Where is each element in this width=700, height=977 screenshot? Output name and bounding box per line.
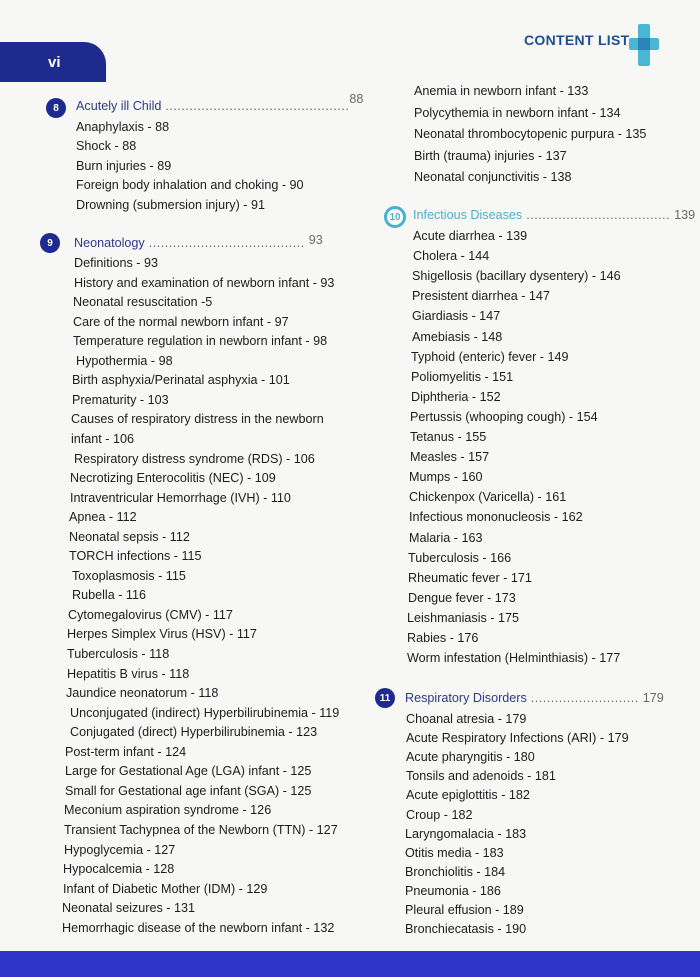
toc-entry[interactable]: Transient Tachypnea of the Newborn (TTN) - 127 — [64, 823, 338, 837]
toc-entry[interactable]: Cholera - 144 — [413, 249, 490, 263]
toc-entry[interactable]: Birth (trauma) injuries - 137 — [414, 149, 567, 163]
toc-entry[interactable]: Acute Respiratory Infections (ARI) - 179 — [406, 731, 629, 745]
toc-entry[interactable]: Bronchiolitis - 184 — [405, 865, 506, 879]
toc-entry[interactable]: Acute diarrhea - 139 — [413, 229, 528, 243]
toc-entry[interactable]: Rabies - 176 — [407, 631, 479, 645]
toc-entry[interactable]: Neonatal thrombocytopenic purpura - 135 — [414, 127, 647, 141]
toc-entry[interactable]: Neonatal seizures - 131 — [62, 901, 196, 915]
toc-entry[interactable]: Dengue fever - 173 — [408, 591, 516, 605]
section-page: 139 — [674, 208, 696, 222]
toc-entry[interactable]: History and examination of newborn infant - 93 — [74, 276, 335, 290]
toc-entry[interactable]: Tonsils and adenoids - 181 — [406, 769, 556, 783]
toc-entry[interactable]: Bronchiecatasis - 190 — [405, 922, 527, 936]
section-title: Respiratory Disorders — [405, 691, 527, 705]
toc-entry[interactable]: Pleural effusion - 189 — [405, 903, 524, 917]
toc-entry[interactable]: Neonatal conjunctivitis - 138 — [414, 170, 572, 184]
toc-entry[interactable]: Cytomegalovirus (CMV) - 117 — [68, 608, 233, 622]
toc-entry[interactable]: Hypocalcemia - 128 — [63, 862, 175, 876]
toc-entry[interactable]: Mumps - 160 — [409, 470, 483, 484]
toc-entry[interactable]: Apnea - 112 — [69, 510, 137, 524]
toc-entry[interactable]: Tuberculosis - 118 — [67, 647, 170, 661]
toc-entry[interactable]: Post-term infant - 124 — [65, 745, 187, 759]
toc-entry[interactable]: Hypothermia - 98 — [76, 354, 173, 368]
toc-entry[interactable]: Malaria - 163 — [409, 531, 483, 545]
section-page: 88 — [349, 92, 364, 106]
toc-entry[interactable]: Foreign body inhalation and choking - 90 — [76, 178, 304, 192]
toc-entry[interactable]: TORCH infections - 115 — [69, 549, 202, 563]
toc-entry[interactable]: Meconium aspiration syndrome - 126 — [64, 803, 272, 817]
toc-entry[interactable]: Giardiasis - 147 — [412, 309, 501, 323]
toc-entry[interactable]: Leishmaniasis - 175 — [407, 611, 520, 625]
toc-entry[interactable]: Infectious mononucleosis - 162 — [409, 510, 583, 524]
toc-entry[interactable]: Large for Gestational Age (LGA) infant - 125 — [65, 764, 312, 778]
toc-entry[interactable]: Necrotizing Enterocolitis (NEC) - 109 — [70, 471, 276, 485]
toc-entry[interactable]: Otitis media - 183 — [405, 846, 504, 860]
page-number: vi — [48, 53, 61, 71]
toc-entry[interactable]: Shigellosis (bacillary dysentery) - 146 — [412, 269, 621, 283]
toc-entry[interactable]: Tetanus - 155 — [410, 430, 487, 444]
toc-entry[interactable]: Acute epiglottitis - 182 — [406, 788, 530, 802]
page-number-tab — [0, 42, 106, 82]
section-heading-infectious-diseases[interactable]: Infectious Diseases .................................... 139 — [413, 208, 696, 222]
toc-entry[interactable]: Choanal atresia - 179 — [406, 712, 527, 726]
toc-entry[interactable]: Measles - 157 — [410, 450, 490, 464]
toc-entry[interactable]: Herpes Simplex Virus (HSV) - 117 — [67, 627, 257, 641]
toc-entry[interactable]: Shock - 88 — [76, 139, 137, 153]
toc-entry[interactable]: Respiratory distress syndrome (RDS) - 106 — [74, 452, 315, 466]
section-heading-respiratory-disorders[interactable]: Respiratory Disorders ........................... 179 — [405, 691, 664, 705]
toc-entry[interactable]: Hypoglycemia - 127 — [64, 843, 176, 857]
section-title: Neonatology — [74, 236, 145, 250]
toc-entry[interactable]: Laryngomalacia - 183 — [405, 827, 527, 841]
toc-entry[interactable]: Typhoid (enteric) fever - 149 — [411, 350, 569, 364]
toc-entry[interactable]: Croup - 182 — [406, 808, 473, 822]
toc-entry[interactable]: Infant of Diabetic Mother (IDM) - 129 — [63, 882, 268, 896]
toc-entry[interactable]: Prematurity - 103 — [72, 393, 169, 407]
section-number-badge: 11 — [375, 688, 395, 708]
toc-entry[interactable]: Care of the normal newborn infant - 97 — [73, 315, 289, 329]
section-heading-acutely-ill-child[interactable]: Acutely ill Child ..............................................88 — [76, 92, 364, 113]
toc-entry[interactable]: Hepatitis B virus - 118 — [67, 667, 190, 681]
toc-entry[interactable]: Unconjugated (indirect) Hyperbilirubinemia - 119 — [70, 706, 340, 720]
toc-entry[interactable]: Anaphylaxis - 88 — [76, 120, 170, 134]
medical-cross-icon — [629, 24, 659, 66]
toc-entry[interactable]: Anemia in newborn infant - 133 — [414, 84, 589, 98]
section-number-badge: 9 — [40, 233, 60, 253]
toc-entry[interactable]: Definitions - 93 — [74, 256, 158, 270]
toc-entry[interactable]: Rheumatic fever - 171 — [408, 571, 532, 585]
section-title: Acutely ill Child — [76, 99, 162, 113]
toc-entry[interactable]: Rubella - 116 — [72, 588, 146, 602]
content-list-title: CONTENT LIST — [524, 32, 630, 48]
toc-entry[interactable]: infant - 106 — [71, 432, 135, 446]
toc-entry[interactable]: Neonatal sepsis - 112 — [69, 530, 190, 544]
toc-entry[interactable]: Drowning (submersion injury) - 91 — [76, 198, 265, 212]
section-title: Infectious Diseases — [413, 208, 523, 222]
toc-entry[interactable]: Presistent diarrhea - 147 — [412, 289, 550, 303]
section-heading-neonatology[interactable]: Neonatology ....................................... 93 — [74, 233, 323, 250]
toc-entry[interactable]: Chickenpox (Varicella) - 161 — [409, 490, 567, 504]
toc-entry[interactable]: Birth asphyxia/Perinatal asphyxia - 101 — [72, 373, 290, 387]
toc-entry[interactable]: Neonatal resuscitation -5 — [73, 295, 213, 309]
section-page: 93 — [308, 233, 323, 247]
toc-entry[interactable]: Amebiasis - 148 — [412, 330, 503, 344]
section-number-badge: 8 — [46, 98, 66, 118]
toc-entry[interactable]: Pneumonia - 186 — [405, 884, 501, 898]
toc-entry[interactable]: Conjugated (direct) Hyperbilirubinemia - 123 — [70, 725, 318, 739]
section-number-badge: 10 — [384, 206, 406, 228]
toc-entry[interactable]: Polycythemia in newborn infant - 134 — [414, 106, 621, 120]
toc-entry[interactable]: Small for Gestational age infant (SGA) - 125 — [65, 784, 312, 798]
toc-entry[interactable]: Worm infestation (Helminthiasis) - 177 — [407, 651, 621, 665]
toc-entry[interactable]: Pertussis (whooping cough) - 154 — [410, 410, 598, 424]
toc-entry[interactable]: Burn injuries - 89 — [76, 159, 172, 173]
toc-entry[interactable]: Hemorrhagic disease of the newborn infant - 132 — [62, 921, 335, 935]
toc-entry[interactable]: Poliomyelitis - 151 — [411, 370, 514, 384]
toc-entry[interactable]: Acute pharyngitis - 180 — [406, 750, 535, 764]
section-page: 179 — [642, 691, 664, 705]
toc-entry[interactable]: Toxoplasmosis - 115 — [72, 569, 186, 583]
toc-entry[interactable]: Causes of respiratory distress in the newborn — [71, 412, 324, 426]
toc-entry[interactable]: Diphtheria - 152 — [411, 390, 501, 404]
toc-entry[interactable]: Jaundice neonatorum - 118 — [66, 686, 219, 700]
toc-entry[interactable]: Temperature regulation in newborn infant - 98 — [73, 334, 328, 348]
toc-entry[interactable]: Tuberculosis - 166 — [408, 551, 512, 565]
toc-entry[interactable]: Intraventricular Hemorrhage (IVH) - 110 — [70, 491, 291, 505]
bottom-bar — [0, 951, 700, 977]
